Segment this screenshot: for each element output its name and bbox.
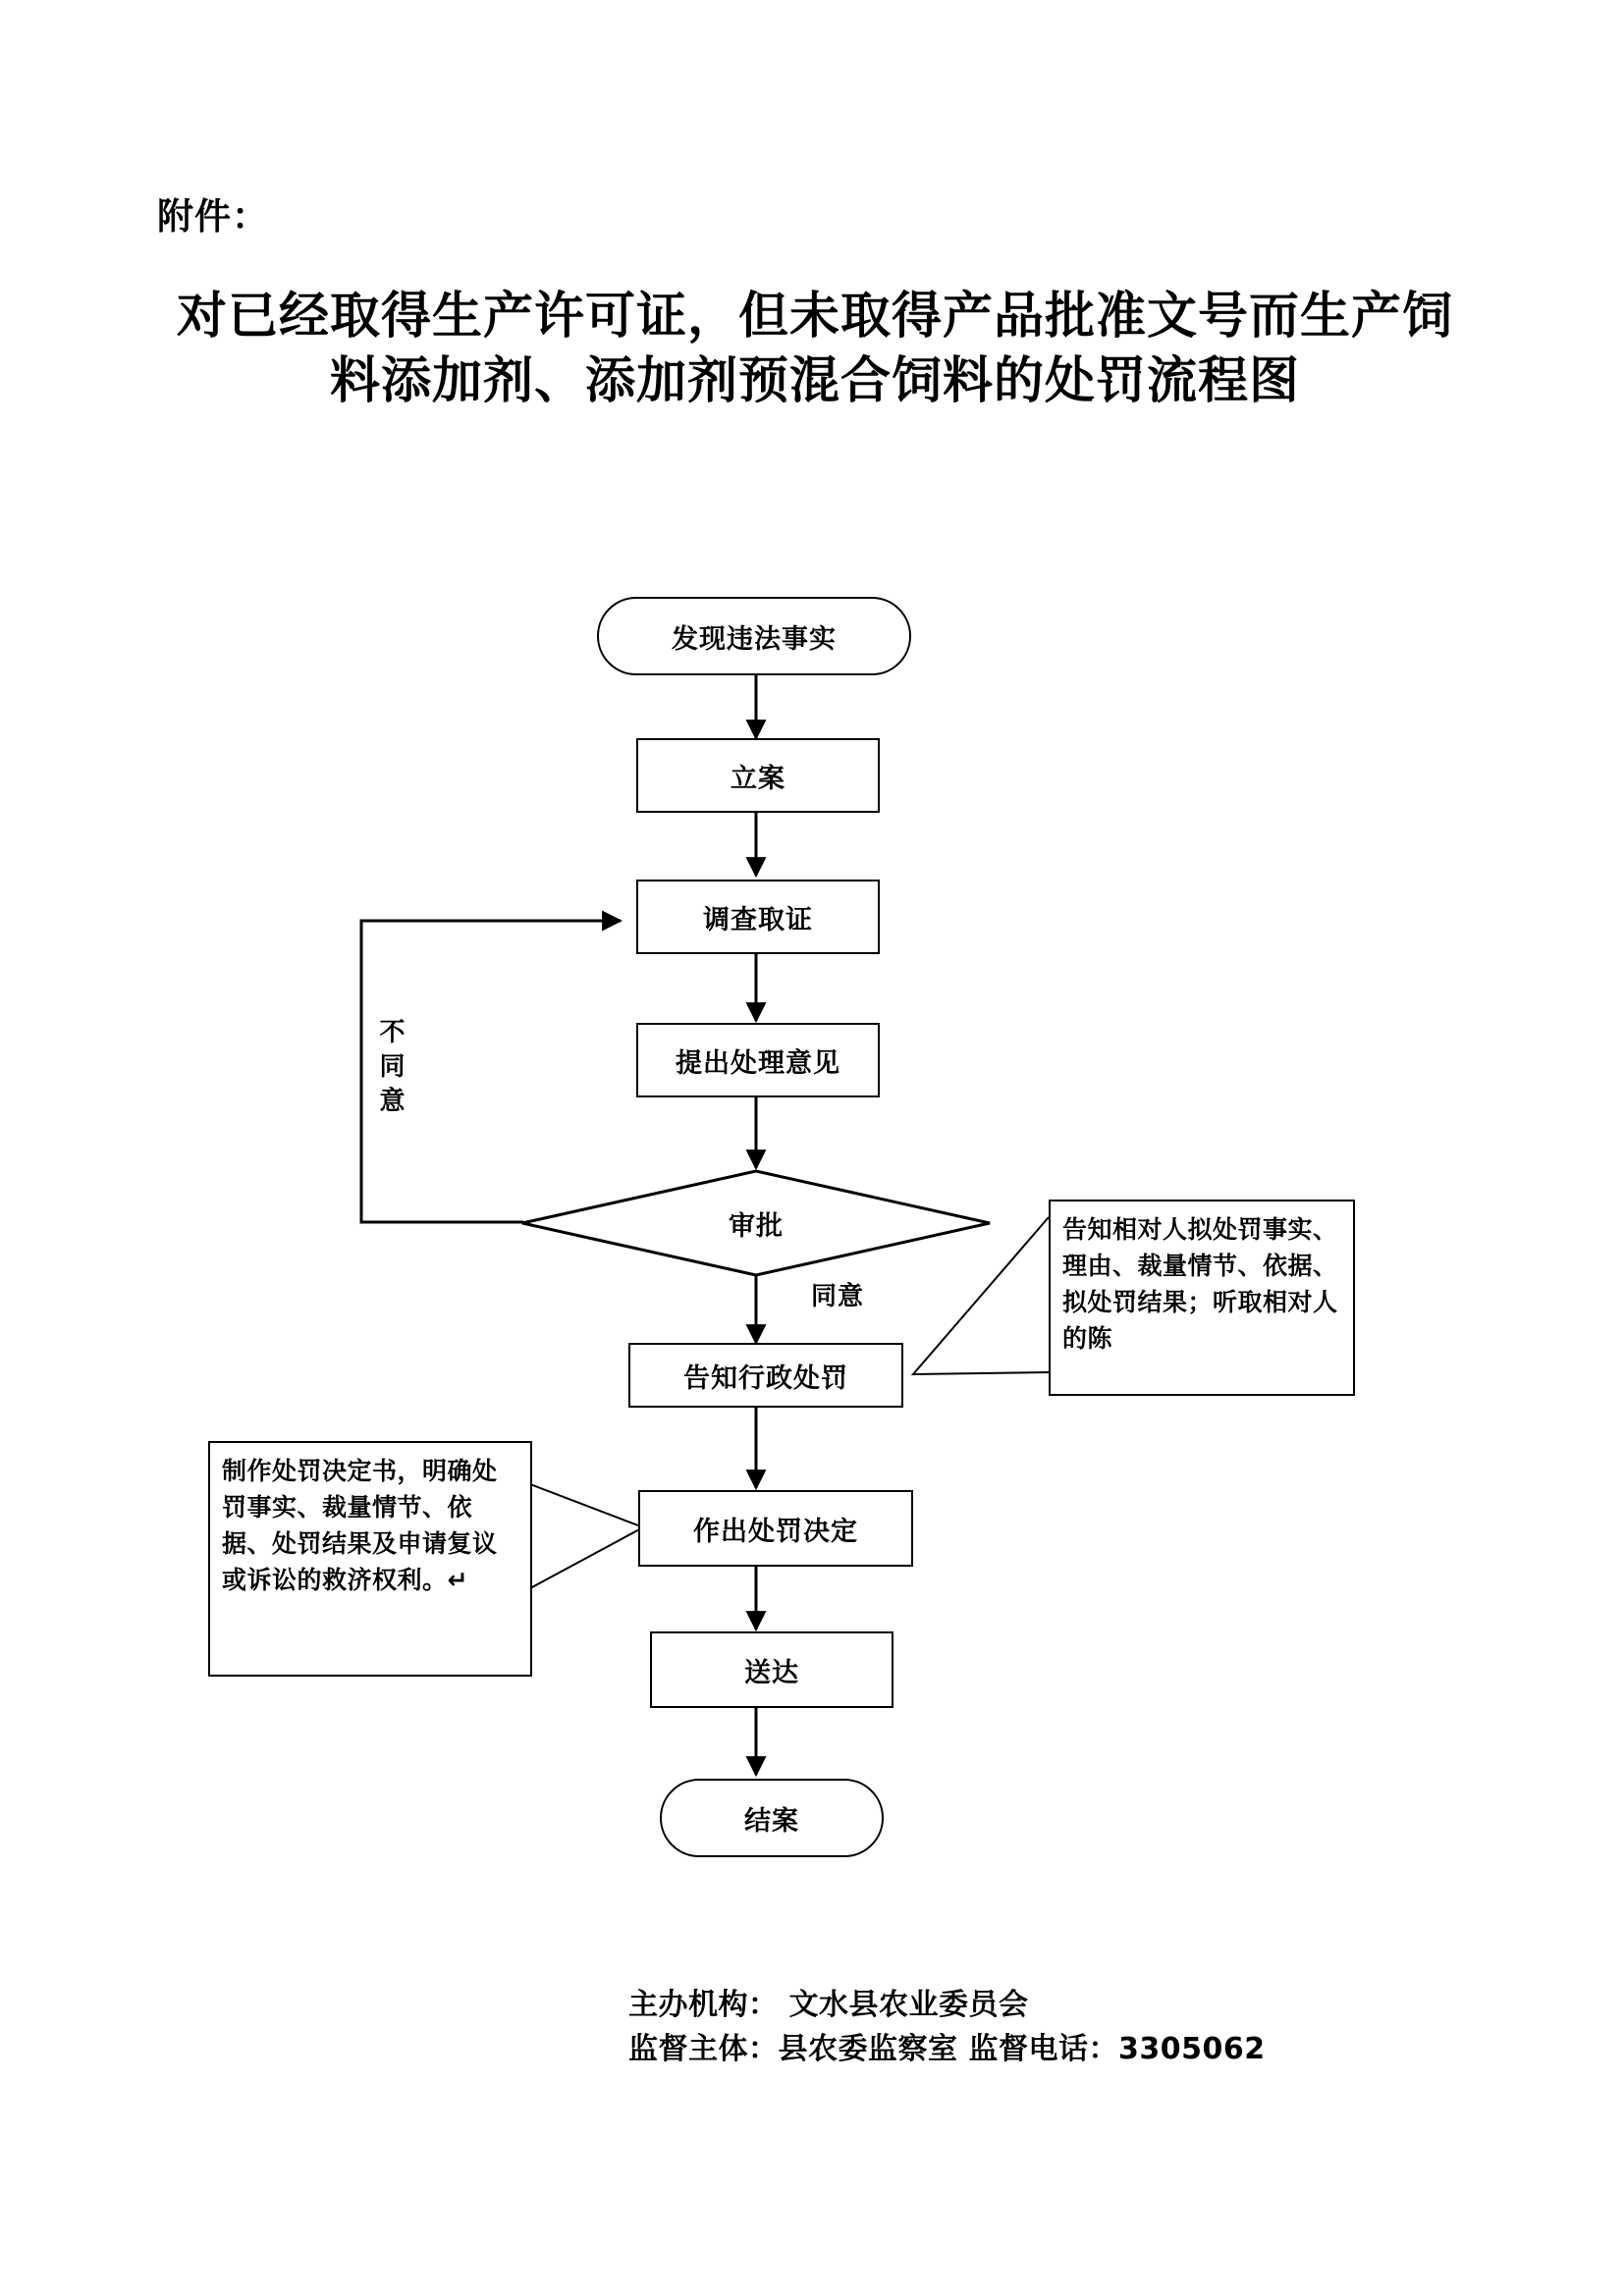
footer-supervisor: 监督主体：县农委监察室 监督电话：3305062	[628, 2032, 1266, 2066]
flow-node-close-label: 结案	[744, 1805, 799, 1837]
flow-node-deliver[interactable]	[650, 1631, 893, 1708]
flow-node-approval-label: 审批	[729, 1210, 784, 1242]
note-notify: 告知相对人拟处罚事实、理由、裁量情节、依据、拟处罚结果；听取相对人的陈	[1049, 1200, 1355, 1396]
flow-node-filing-label: 立案	[731, 763, 785, 794]
edge-label-disagree: 不同意	[379, 1018, 406, 1117]
flow-node-decision[interactable]	[638, 1490, 913, 1567]
edge-label-agree: 同意	[811, 1282, 865, 1311]
attachment-label: 附件：	[157, 195, 269, 238]
flow-node-decision-label: 作出处罚决定	[693, 1516, 858, 1547]
footer-organizer: 主办机构： 文水县农业委员会	[628, 1988, 1029, 2022]
flow-node-start-label: 发现违法事实	[672, 623, 837, 655]
footer	[628, 1983, 1266, 2071]
page-title: 对已经取得生产许可证，但未取得产品批准文号而生产饲料添加剂、添加剂预混合饲料的处罚流程图	[176, 288, 1453, 411]
flow-node-opinion-label: 提出处理意见	[676, 1047, 840, 1079]
flow-node-close[interactable]	[660, 1779, 884, 1857]
flow-node-notify-label: 告知行政处罚	[683, 1362, 848, 1394]
flow-node-opinion[interactable]	[636, 1023, 880, 1097]
flow-node-notify[interactable]	[628, 1343, 903, 1408]
flow-node-start[interactable]	[597, 597, 911, 675]
flow-node-deliver-label: 送达	[744, 1657, 799, 1688]
flow-node-investigate[interactable]	[636, 880, 880, 954]
flow-node-approval[interactable]	[520, 1168, 992, 1278]
note-decision: 制作处罚决定书，明确处罚事实、裁量情节、依据、处罚结果及申请复议或诉讼的救济权利。↵	[208, 1441, 532, 1677]
flow-node-filing[interactable]	[636, 738, 880, 813]
flow-node-investigate-label: 调查取证	[703, 904, 813, 935]
